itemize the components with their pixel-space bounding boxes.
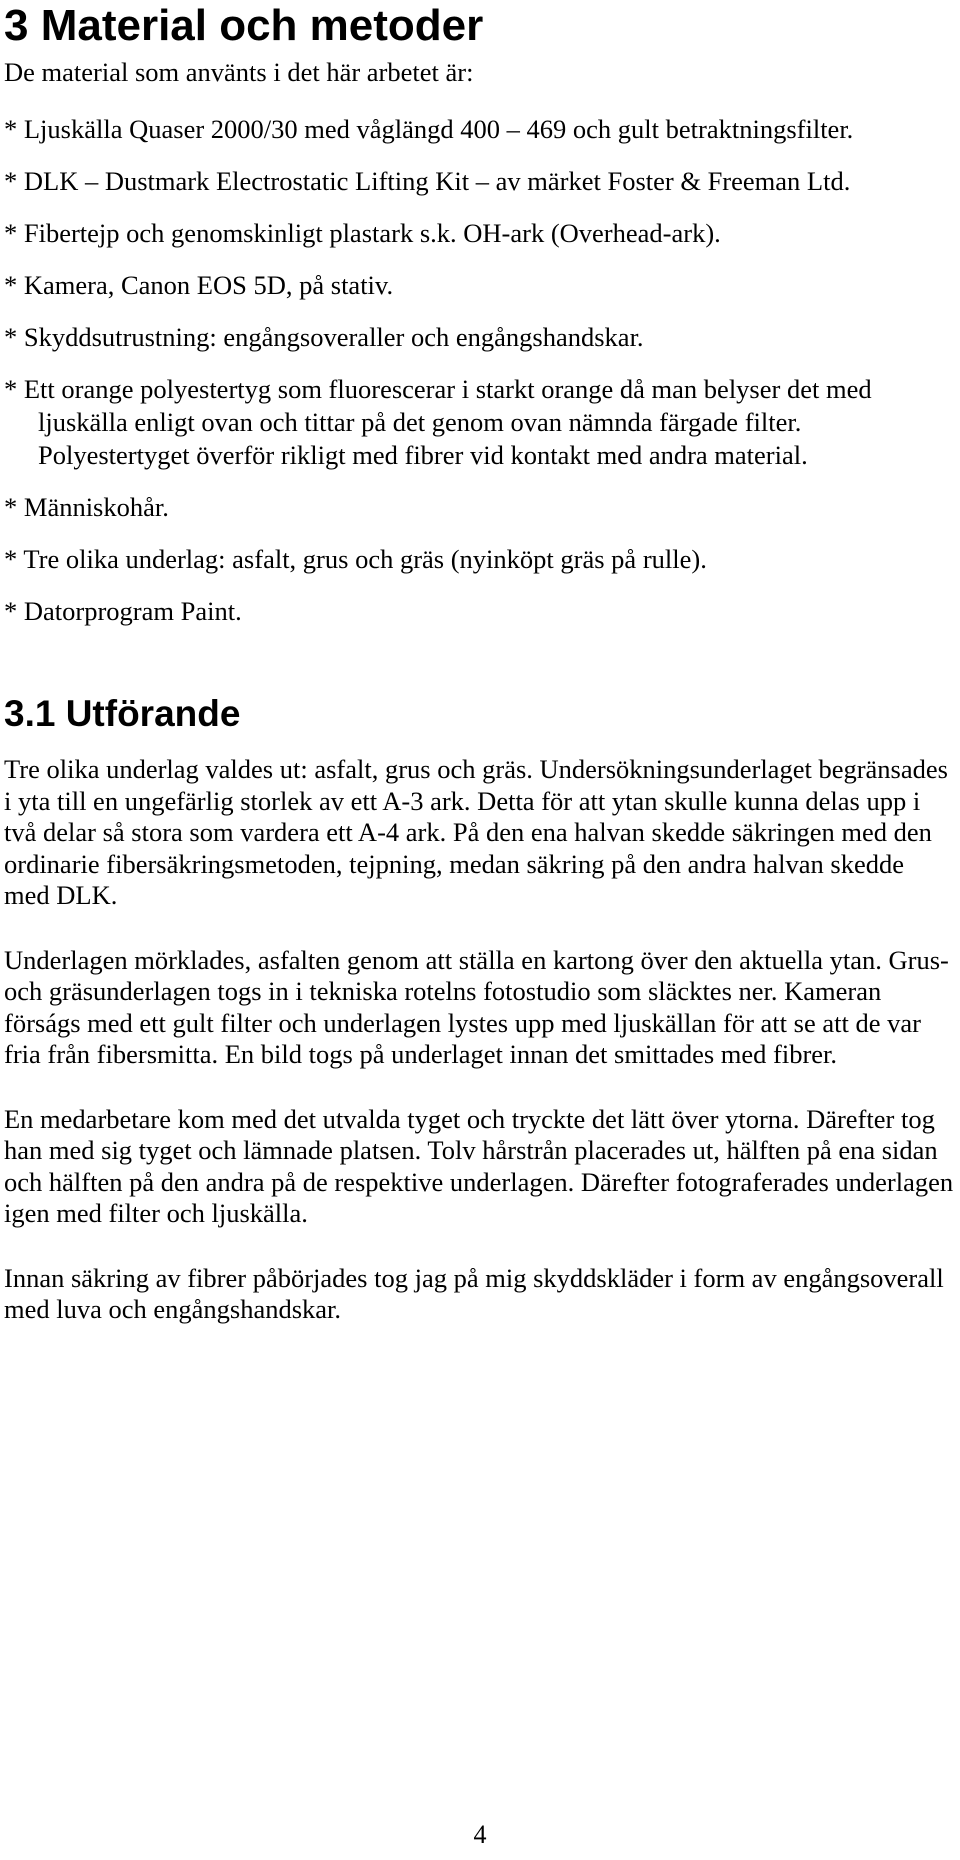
paragraph: Innan säkring av fibrer påbörjades tog jag på mig skyddskläder i form av engångsoverall med luva och engångshandskar. — [4, 1262, 944, 1324]
list-item: * Fibertejp och genomskinligt plastark s.k. OH-ark (Overhead-ark). — [4, 218, 721, 248]
section-body — [4, 754, 956, 1326]
list-item: * Ljuskälla Quaser 2000/30 med våglängd 400 – 469 och gult betraktningsfilter. — [4, 114, 854, 144]
paragraph: Tre olika underlag valdes ut: asfalt, grus och gräs. Undersökningsunderlaget begränsades i yta till en ungefärlig storlek av ett A-3 ark. Detta för att ytan skulle kunna delas upp i två delar så stora som vardera ett A-4 ark. På den ena halvan skedde säkringen med den ordinarie fibersäkringsmetoden, tejpning, medan säkring på den andra halvan skedde med DLK. — [4, 754, 948, 910]
paragraph: En medarbetare kom med det utvalda tyget och tryckte det lätt över ytorna. Därefter tog han med sig tyget och lämnade platsen. Tolv hårstrån placerades ut, hälften på ena sidan och hälften på den andra på de respektive underlagen. Därefter fotograferades underlagen igen med filter och ljuskälla. — [4, 1103, 954, 1228]
materials-list — [4, 113, 956, 628]
materials-intro: De material som använts i det här arbetet är: — [4, 57, 474, 87]
list-item: * Datorprogram Paint. — [4, 596, 242, 626]
list-item: * Kamera, Canon EOS 5D, på stativ. — [4, 270, 394, 300]
list-item: * DLK – Dustmark Electrostatic Lifting Kit – av märket Foster & Freeman Ltd. — [4, 166, 851, 196]
page-number: 4 — [473, 1820, 487, 1849]
section-title: 3.1 Utförande — [4, 693, 241, 734]
chapter-title: 3 Material och metoder — [4, 1, 484, 50]
list-item: * Människohår. — [4, 492, 169, 522]
paragraph: Underlagen mörklades, asfalten genom att ställa en kartong över den aktuella ytan. Grus- och gräsunderlagen togs in i tekniska rotelns fotostudio som släcktes ner. Kameran förságs med ett gult filter och underlagen lystes upp med ljuskällan för att se att de var fria från fibersmitta. En bild togs på underlaget innan det smittades med fibrer. — [4, 944, 949, 1069]
section-utforande — [4, 692, 956, 1326]
list-item: * Tre olika underlag: asfalt, grus och gräs (nyinköpt gräs på rulle). — [4, 544, 707, 574]
list-item: * Skyddsutrustning: engångsoveraller och engångshandskar. — [4, 322, 644, 352]
list-item: * Ett orange polyestertyg som fluorescerar i starkt orange då man belyser det med ljuskälla enligt ovan och tittar på det genom ovan nämnda färgade filter. Polyestertyget överför rikligt med fibrer vid kontakt med andra material. — [4, 374, 872, 470]
